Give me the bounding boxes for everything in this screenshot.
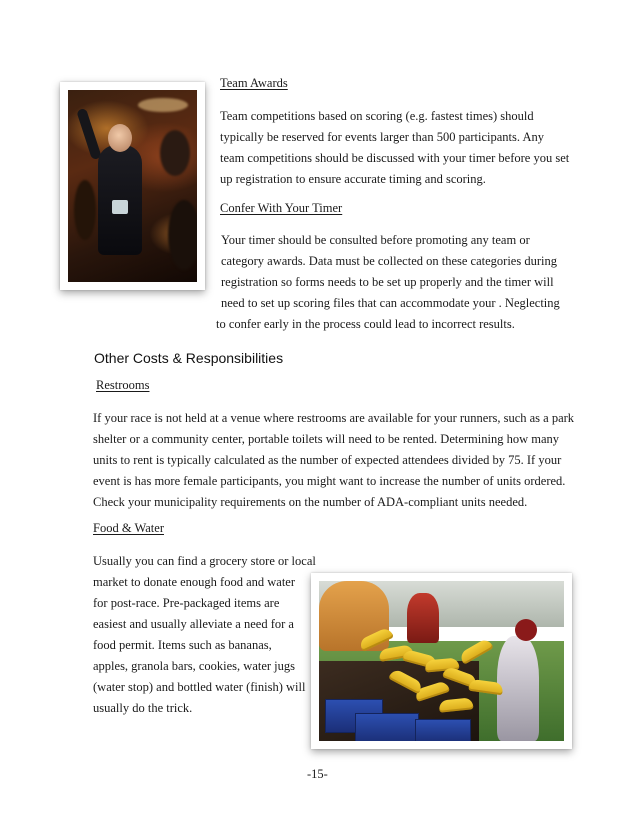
food-photo-frame bbox=[311, 573, 572, 749]
food-water-line-5: food permit. Items such as bananas, bbox=[93, 638, 272, 652]
confer-timer-heading: Confer With Your Timer bbox=[220, 201, 343, 215]
food-photo bbox=[319, 581, 564, 741]
confer-timer-line-4: need to set up scoring files that can accommodate your . Neglecting bbox=[221, 296, 560, 310]
page-number: -15- bbox=[307, 767, 328, 781]
runner-photo-frame bbox=[60, 82, 205, 290]
restrooms-line-1: If your race is not held at a venue where restrooms are available for your runners, such as a park bbox=[93, 411, 575, 425]
other-costs-heading: Other Costs & Responsibilities bbox=[94, 350, 284, 366]
food-water-line-8: usually do the trick. bbox=[93, 701, 193, 715]
restrooms-line-3: units to rent is typically calculated as the number of expected attendees divided by 75. If your bbox=[93, 453, 562, 467]
food-water-line-1: Usually you can find a grocery store or local bbox=[93, 554, 316, 568]
team-awards-line-1: Team competitions based on scoring (e.g. fastest times) should bbox=[220, 109, 534, 123]
food-water-line-2: market to donate enough food and water bbox=[93, 575, 296, 589]
food-water-line-6: apples, granola bars, cookies, water jugs bbox=[93, 659, 296, 673]
restrooms-line-2: shelter or a community center, portable toilets will need to be rented. Determining how many bbox=[93, 432, 560, 446]
food-water-heading: Food & Water bbox=[93, 521, 164, 535]
food-water-line-4: easiest and usually alleviate a need for a bbox=[93, 617, 294, 631]
confer-timer-line-3: registration so forms needs to be set up properly and the timer will bbox=[221, 275, 554, 289]
team-awards-line-2: typically be reserved for events larger than 500 participants. Any bbox=[220, 130, 544, 144]
confer-timer-line-5: to confer early in the process could lead to incorrect results. bbox=[216, 317, 515, 331]
restrooms-line-4: event is has more female participants, you might want to increase the number of units ordered. bbox=[93, 474, 566, 488]
confer-timer-line-1: Your timer should be consulted before promoting any team or bbox=[221, 233, 530, 247]
restrooms-line-5: Check your municipality requirements on the number of ADA-compliant units needed. bbox=[93, 495, 528, 509]
team-awards-line-4: up registration to ensure accurate timing and scoring. bbox=[220, 172, 486, 186]
team-awards-line-3: team competitions should be discussed with your timer before you set bbox=[220, 151, 570, 165]
food-water-line-3: for post-race. Pre-packaged items are bbox=[93, 596, 280, 610]
runner-photo bbox=[68, 90, 197, 282]
food-water-line-7: (water stop) and bottled water (finish) will bbox=[93, 680, 306, 694]
restrooms-heading: Restrooms bbox=[96, 378, 150, 392]
team-awards-heading: Team Awards bbox=[220, 76, 288, 90]
confer-timer-line-2: category awards. Data must be collected on these categories during bbox=[221, 254, 557, 268]
